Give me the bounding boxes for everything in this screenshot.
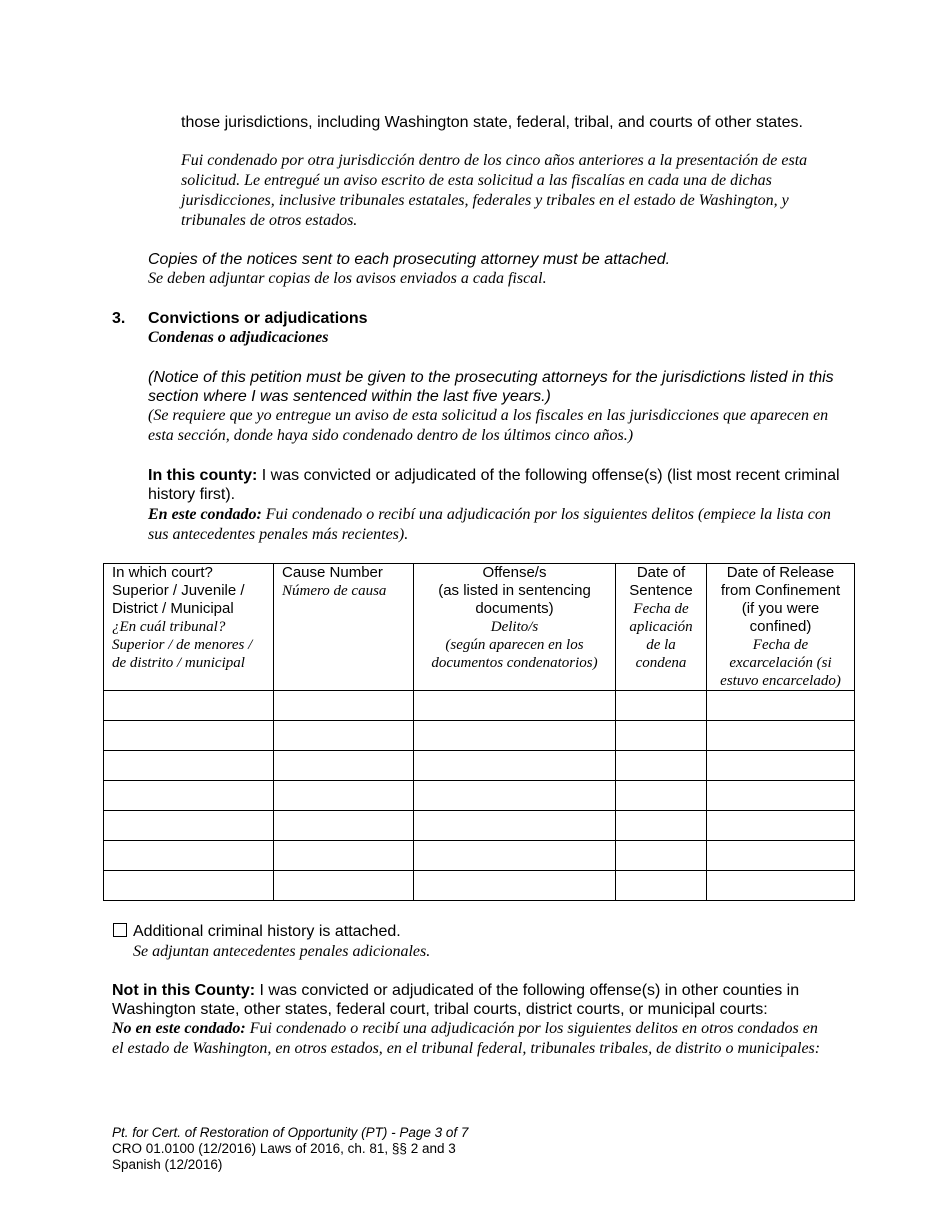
col-release-en-1: Date of Release	[726, 564, 835, 581]
col-court-header	[104, 564, 274, 691]
offense-cell[interactable]	[414, 811, 616, 841]
col-cause-es: Número de causa	[282, 583, 387, 599]
table-header-row	[104, 564, 855, 691]
intro-es: Fui condenado por otra jurisdicción dentro de los cinco años anteriores a la presentación de esta solicitud. Le entregué un aviso escrito de esta solicitud a las fiscalías en cada una de dichas jurisdicciones, inclusive tribunales estatales, federales y tribales en el estado de Washington, y tribunales de otros estados.	[181, 152, 808, 229]
col-sentence-date-header	[616, 564, 707, 691]
col-offense-es-3: documentos condenatorios)	[431, 655, 598, 671]
sentence-date-cell[interactable]	[616, 871, 707, 901]
sentence-date-cell[interactable]	[616, 841, 707, 871]
not-in-county-text-en: I was convicted or adjudicated of the following offense(s) in other counties in Washington state, other states, federal court, tribal courts, district courts, or municipal courts:	[112, 982, 800, 1018]
release-date-cell[interactable]	[707, 691, 855, 721]
col-court-es-1: ¿En cuál tribunal?	[112, 619, 226, 635]
petition-notice-es: (Se requiere que yo entregue un aviso de esta solicitud a los fiscales en las jurisdicciones que aparecen en esta sección, donde haya sido condenado dentro de los últimos cinco años.)	[148, 407, 829, 444]
col-court-en-1: In which court?	[112, 564, 213, 581]
court-cell[interactable]	[104, 871, 274, 901]
not-in-county-text-es: Fui condenado o recibí una adjudicación por los siguientes delitos en otros condados en el estado de Washington, en otros estados, en el tribunal federal, tribunales tribales, de distrito o municipales:	[112, 1020, 821, 1057]
col-court-en-2: Superior / Juvenile /	[112, 582, 245, 599]
table-row	[104, 841, 855, 871]
offense-cell[interactable]	[414, 691, 616, 721]
col-offense-en-3: documents)	[475, 600, 554, 617]
in-county-text-en: I was convicted or adjudicated of the following offense(s) (list most recent criminal history first).	[148, 467, 840, 503]
cause-number-cell[interactable]	[274, 781, 414, 811]
col-sentence-es-1: Fecha de	[633, 601, 689, 617]
sentence-date-cell[interactable]	[616, 751, 707, 781]
court-cell[interactable]	[104, 811, 274, 841]
criminal-history-table	[103, 563, 855, 901]
release-date-cell[interactable]	[707, 721, 855, 751]
table-row	[104, 691, 855, 721]
section-title-en: Convictions or adjudications	[148, 310, 368, 327]
footer-form-title: Pt. for Cert. of Restoration of Opportunity (PT) - Page 3 of 7	[112, 1125, 469, 1140]
col-court-es-2: Superior / de menores /	[112, 637, 253, 653]
court-cell[interactable]	[104, 721, 274, 751]
additional-history-en: Additional criminal history is attached.	[133, 923, 401, 940]
col-offense-header	[414, 564, 616, 691]
col-cause-header	[274, 564, 414, 691]
in-county-en	[148, 466, 848, 504]
table-row	[104, 751, 855, 781]
offense-cell[interactable]	[414, 721, 616, 751]
col-release-es-1: Fecha de	[752, 637, 809, 653]
sentence-date-cell[interactable]	[616, 721, 707, 751]
not-in-county-es	[112, 1019, 832, 1059]
table-row	[104, 811, 855, 841]
in-county-label-es: En este condado:	[148, 506, 262, 523]
additional-history-checkbox[interactable]	[113, 923, 127, 937]
offense-cell[interactable]	[414, 841, 616, 871]
court-cell[interactable]	[104, 691, 274, 721]
cause-number-cell[interactable]	[274, 751, 414, 781]
col-cause-en: Cause Number	[282, 564, 383, 581]
in-county-text-es: Fui condenado o recibí una adjudicación por los siguientes delitos (empiece la lista con sus antecedentes penales más recientes).	[148, 506, 831, 543]
section-title-es: Condenas o adjudicaciones	[148, 329, 329, 346]
sentence-date-cell[interactable]	[616, 691, 707, 721]
in-county-label-en: In this county:	[148, 467, 258, 484]
table-body	[104, 691, 855, 901]
col-release-en-2: from Confinement	[720, 582, 841, 599]
sentence-date-cell[interactable]	[616, 781, 707, 811]
not-in-county-label-en: Not in this County:	[112, 982, 256, 999]
col-court-es-3: de distrito / municipal	[112, 655, 245, 671]
col-release-es-3: estuvo encarcelado)	[720, 673, 841, 689]
petition-notice-en: (Notice of this petition must be given to the prosecuting attorneys for the jurisdictions listed in this section where I was sentenced within the last five years.)	[148, 369, 834, 405]
copies-notice-en: Copies of the notices sent to each prosecuting attorney must be attached.	[148, 251, 671, 268]
cause-number-cell[interactable]	[274, 721, 414, 751]
col-release-es-2: excarcelación (si	[729, 655, 832, 671]
cause-number-cell[interactable]	[274, 871, 414, 901]
col-sentence-en-1: Date of	[636, 564, 686, 581]
additional-history-line	[113, 922, 401, 941]
offense-cell[interactable]	[414, 751, 616, 781]
in-county-es	[148, 505, 848, 545]
court-cell[interactable]	[104, 781, 274, 811]
col-offense-es-2: (según aparecen en los	[445, 637, 584, 653]
release-date-cell[interactable]	[707, 781, 855, 811]
table-row	[104, 871, 855, 901]
release-date-cell[interactable]	[707, 751, 855, 781]
col-offense-en-2: (as listed in sentencing	[438, 582, 591, 599]
release-date-cell[interactable]	[707, 811, 855, 841]
col-release-en-4: confined)	[749, 618, 812, 635]
section-number: 3.	[112, 310, 126, 327]
intro-en: those jurisdictions, including Washington state, federal, tribal, and courts of other states.	[181, 114, 803, 131]
col-sentence-es-4: condena	[635, 655, 687, 671]
col-sentence-es-2: aplicación	[629, 619, 693, 635]
court-cell[interactable]	[104, 751, 274, 781]
table-row	[104, 721, 855, 751]
offense-cell[interactable]	[414, 781, 616, 811]
col-release-date-header	[707, 564, 855, 691]
cause-number-cell[interactable]	[274, 691, 414, 721]
offense-cell[interactable]	[414, 871, 616, 901]
release-date-cell[interactable]	[707, 841, 855, 871]
col-release-en-3: (if you were	[741, 600, 820, 617]
cause-number-cell[interactable]	[274, 841, 414, 871]
release-date-cell[interactable]	[707, 871, 855, 901]
col-sentence-en-2: Sentence	[629, 582, 693, 599]
table-row	[104, 781, 855, 811]
not-in-county-label-es: No en este condado:	[112, 1020, 246, 1037]
sentence-date-cell[interactable]	[616, 811, 707, 841]
not-in-county-en	[112, 981, 847, 1019]
footer-form-code: CRO 01.0100 (12/2016) Laws of 2016, ch. 81, §§ 2 and 3	[112, 1141, 456, 1156]
additional-history-es: Se adjuntan antecedentes penales adicionales.	[133, 943, 431, 960]
col-sentence-es-3: de la	[646, 637, 676, 653]
col-offense-es-1: Delito/s	[490, 619, 539, 635]
copies-notice-es: Se deben adjuntar copias de los avisos enviados a cada fiscal.	[148, 270, 547, 287]
cause-number-cell[interactable]	[274, 811, 414, 841]
footer-language: Spanish (12/2016)	[112, 1157, 223, 1172]
col-offense-en-1: Offense/s	[482, 564, 547, 581]
col-court-en-3: District / Municipal	[112, 600, 234, 617]
court-cell[interactable]	[104, 841, 274, 871]
